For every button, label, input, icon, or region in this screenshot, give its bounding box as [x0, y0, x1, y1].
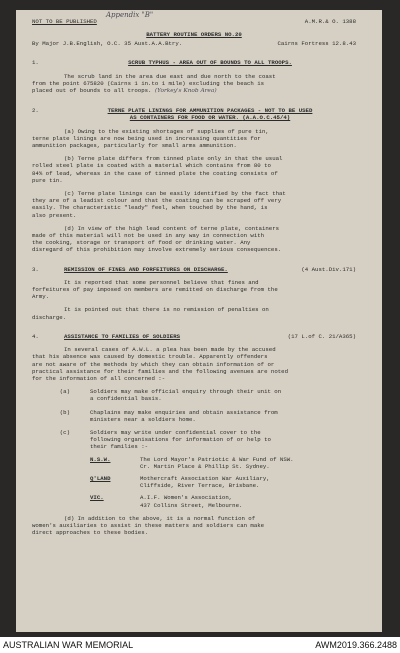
byline — [32, 40, 356, 47]
paragraph-3-2 — [32, 306, 356, 320]
text-line: terne plate linings are now being used in increasing quantities for — [32, 134, 261, 142]
text-line: discharge. — [32, 313, 67, 321]
state-label: N.S.W. — [90, 455, 111, 463]
text-line: The scrub land in the area due east and due north to the coast — [64, 72, 276, 80]
text-line: (b) Terne plate differs from tinned plate only in that the usual — [64, 155, 283, 163]
text-line: that his absence was caused by domestic trouble. Apparently offenders — [32, 353, 268, 361]
text-line: from the point 675820 (Cairns 1 in.to 1 mile) excluding the beach is — [32, 79, 265, 87]
byline-author: By Major J.B.English, O.C. 35 Aust.A.A.Btry. — [32, 40, 183, 48]
text-line: Mothercraft Association War Auxiliary, — [140, 474, 270, 482]
paragraph-2a — [32, 128, 356, 150]
section-number: 2. — [32, 107, 39, 115]
section-number: 3. — [32, 265, 39, 273]
paragraph-2b — [32, 155, 356, 184]
section-subtitle: AS CONTAINERS FOR FOOD OR WATER. — [129, 114, 239, 122]
document-page — [16, 10, 382, 632]
text-line: disregard of this prohibition may involve extremely serious consequences. — [32, 246, 282, 254]
text-line: made of this material will not be used in any way in connection with — [32, 232, 265, 240]
text-line: forfeitures of pay imposed on members are remitted on discharge from the — [32, 286, 278, 294]
list-item-4a — [32, 388, 356, 402]
text-line: following organisations for information of or help to — [90, 436, 271, 444]
organisation-qld — [90, 475, 356, 489]
paragraph-4-intro — [32, 346, 356, 382]
text-line: women's auxiliaries to assist in these matters and soldiers can make — [32, 521, 265, 529]
section-title: SCRUB TYPHUS - AREA OUT OF BOUNDS TO ALL TROOPS. — [128, 59, 292, 67]
text-line: the cooking, storage or transport of food or drinking water. Any — [32, 239, 251, 247]
accession-number: AWM2019.366.2488 — [315, 640, 397, 650]
section-1-body — [32, 73, 356, 96]
text-line: are not aware of the methods by which they can obtain information of or — [32, 360, 275, 368]
section-reference: (A.A.O.C.45/4) — [242, 114, 291, 122]
section-3-heading — [32, 266, 356, 273]
paragraph-2c — [32, 190, 356, 219]
list-marker: (b) — [59, 408, 70, 416]
section-reference: (17 L.of C. 21/A365) — [287, 332, 356, 340]
section-2-subheading — [64, 114, 356, 121]
text-line: Cr. Martin Place & Phillip St. Sydney. — [140, 462, 270, 470]
text-line: It is reported that some personnel believe that fines and — [64, 278, 259, 286]
document-header — [32, 10, 356, 28]
section-reference: (4 Aust.Div.171) — [301, 265, 356, 273]
section-4-heading — [32, 333, 356, 340]
text-line: a confidential basis. — [90, 395, 162, 403]
text-line: they are of a leadist colour and that the coating can be scraped off very — [32, 197, 282, 205]
text-line: for the information of all concerned :- — [32, 374, 166, 382]
caption-bar — [0, 637, 400, 653]
handwritten-appendix-note: Appendix "B" — [106, 11, 154, 19]
text-line: ministers near a soldiers home. — [90, 415, 196, 423]
state-label: VIC. — [90, 494, 104, 502]
organisation-vic — [90, 494, 356, 508]
text-line: The Lord Mayor's Patriotic & War Fund of NSW. — [140, 455, 294, 463]
list-item-4b — [32, 409, 356, 423]
section-1-heading — [32, 59, 356, 66]
section-2-heading — [32, 107, 356, 114]
text-line: (a) Owing to the existing shortages of supplies of pure tin, — [64, 127, 269, 135]
paragraph-4d — [32, 515, 356, 537]
list-item-4c — [32, 429, 356, 451]
section-title: TERNE PLATE LININGS FOR AMMUNITION PACKAGES - NOT TO BE USED — [107, 107, 313, 115]
institution-label: AUSTRALIAN WAR MEMORIAL — [3, 640, 134, 650]
text-line: A.I.F. Women's Association, — [140, 494, 233, 502]
text-line: Chaplains may make enquiries and obtain assistance from — [90, 408, 278, 416]
text-line: practical assistance for their families and the following avenues are noted — [32, 367, 288, 375]
section-number: 1. — [32, 59, 39, 67]
text-line: Soldiers may make official enquiry through their unit on — [90, 388, 282, 396]
text-line: In several cases of A.W.L. a plea has been made by the accused — [64, 346, 276, 354]
section-number: 4. — [32, 332, 39, 340]
text-line: 437 Collins Street, Melbourne. — [140, 501, 243, 509]
text-line: Soldiers may write under confidential cover to the — [90, 428, 261, 436]
state-label: Q'LAND — [90, 474, 111, 482]
text-line: placed out of bounds to all troops. — [32, 87, 152, 95]
document-title: BATTERY ROUTINE ORDERS NO.20 — [146, 31, 242, 38]
text-line: easily. The characteristic "leady" feel, when touched by the hand, is — [32, 204, 268, 212]
text-line: 84% of lead, whereas in the case of tinned plate the coating consists of — [32, 169, 278, 177]
paragraph-2d — [32, 225, 356, 254]
section-title: REMISSION OF FINES AND FORFEITURES ON DISCHARGE. — [64, 265, 228, 273]
order-reference: A.M.R.& O. 1388 — [304, 18, 356, 25]
list-marker: (a) — [59, 388, 70, 396]
text-line: (c) Terne plate linings can be easily identified by the fact that — [64, 190, 286, 198]
classification-label: NOT TO BE PUBLISHED — [32, 18, 97, 25]
organisation-nsw — [90, 456, 356, 470]
text-line: (d) In addition to the above, it is a normal function of — [64, 514, 256, 522]
text-line: also present. — [32, 211, 77, 219]
text-line: their families :- — [90, 443, 149, 451]
text-line: Cliffside, River Terrace, Brisbane. — [140, 482, 260, 490]
document-body — [16, 10, 382, 536]
text-line: It is pointed out that there is no remission of penalties on — [64, 306, 269, 314]
text-line: Army. — [32, 293, 50, 301]
list-marker: (c) — [59, 428, 70, 436]
text-line: ammunition packages, particularly for small arms ammunition. — [32, 142, 237, 150]
byline-place-date: Cairns Fortress 12.8.43 — [277, 40, 356, 48]
text-line: pure tin. — [32, 176, 63, 184]
handwritten-annotation: (Yorkey's Knob Area) — [154, 88, 217, 95]
paragraph-3-1 — [32, 279, 356, 301]
text-line: rolled steel plate is coated with a material which contains from 80 to — [32, 162, 271, 170]
section-title: ASSISTANCE TO FAMILIES OF SOLDIERS — [64, 332, 181, 340]
text-line: direct approaches to these bodies. — [32, 529, 149, 537]
text-line: (d) In view of the high lead content of terne plate, containers — [64, 224, 280, 232]
